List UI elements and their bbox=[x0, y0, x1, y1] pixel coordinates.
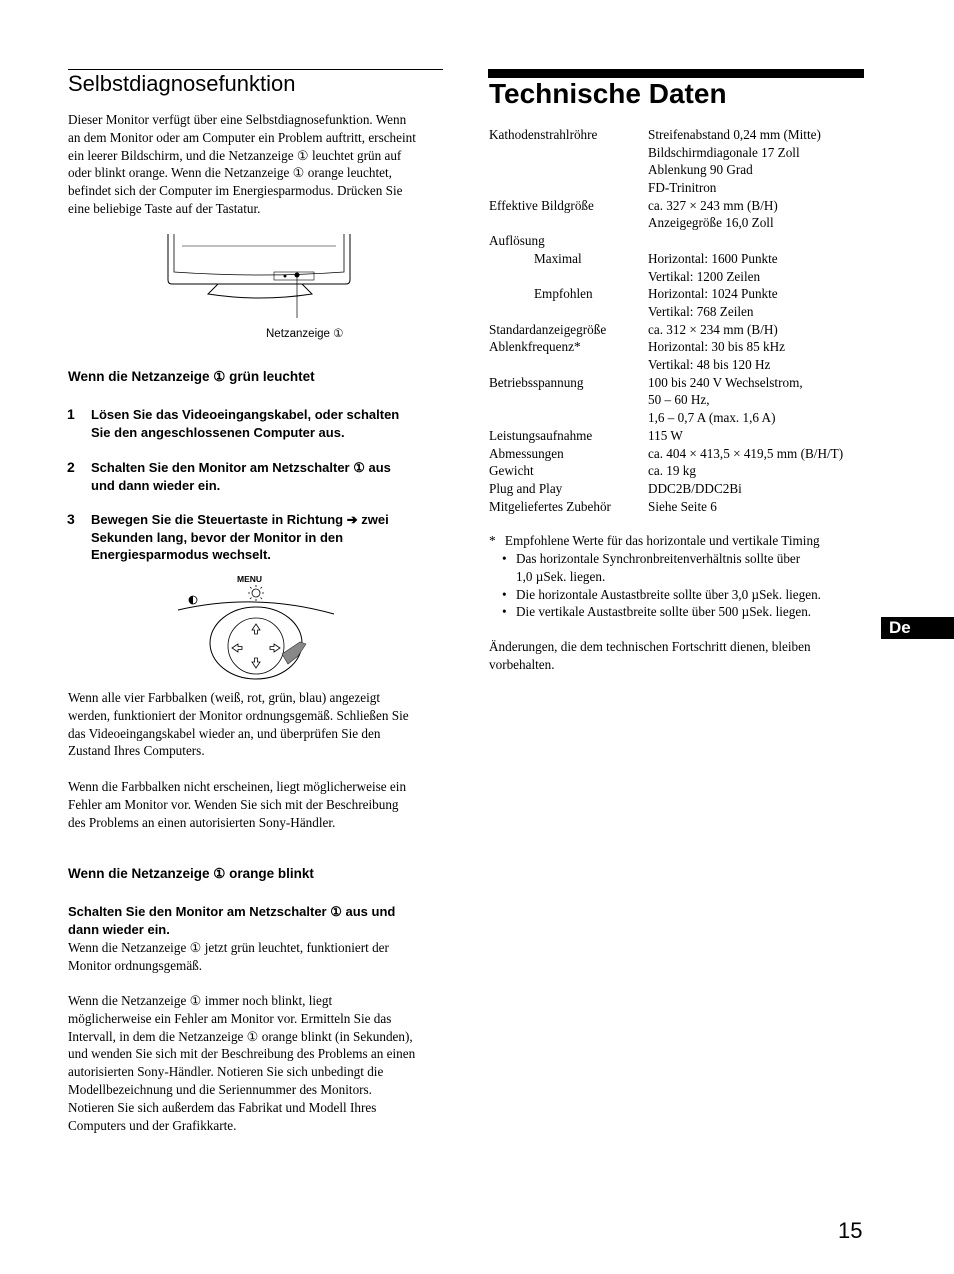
text-line: das Videoeingangskabel wieder an, und überprüfen Sie den bbox=[68, 725, 381, 741]
closing-note bbox=[489, 638, 869, 674]
spec-value: Horizontal: 30 bis 85 kHz bbox=[648, 339, 785, 355]
text-line: und wenden Sie sich mit der Beschreibung des Problems an einen bbox=[68, 1046, 416, 1062]
spec-label: Standardanzeigegröße bbox=[489, 321, 607, 337]
step-text bbox=[91, 406, 399, 441]
step-line: dann wieder ein. bbox=[68, 921, 170, 937]
text-line: des Problems an einen autorisierten Sony-Händler. bbox=[68, 814, 336, 830]
spec-table bbox=[489, 126, 869, 526]
control-button-illustration bbox=[176, 584, 336, 680]
text-line: Notieren Sie sich außerdem das Fabrikat und Modell Ihres bbox=[68, 1099, 377, 1115]
list-item: • Die horizontale Austastbreite sollte über 3,0 µSek. liegen. bbox=[502, 586, 862, 604]
text-line: Zustand Ihres Computers. bbox=[68, 743, 205, 759]
spec-label: Plug and Play bbox=[489, 481, 563, 496]
text-line: Fehler am Monitor vor. Wenden Sie sich mit der Beschreibung bbox=[68, 796, 399, 812]
bullet-list bbox=[502, 550, 862, 621]
footnote-text: Empfohlene Werte für das horizontale und vertikale Timing bbox=[504, 533, 820, 548]
text-line: möglicherweise ein Fehler am Monitor vor. Ermitteln Sie das bbox=[68, 1010, 392, 1026]
step-number: 2 bbox=[67, 459, 75, 475]
subheading-green: Wenn die Netzanzeige ① grün leuchtet bbox=[68, 369, 315, 384]
text-line: Änderungen, die dem technischen Fortschritt dienen, bleiben bbox=[489, 639, 811, 654]
footnote-marker: * bbox=[489, 533, 496, 548]
spec-label: Effektive Bildgröße bbox=[489, 197, 594, 213]
text-line: oder blinkt orange. Wenn die Netzanzeige ① orange leuchtet, bbox=[68, 165, 392, 181]
brightness-icon bbox=[248, 585, 264, 601]
step-line: Sie den angeschlossenen Computer aus. bbox=[91, 424, 345, 440]
spec-value: ca. 327 × 243 mm (B/H) bbox=[648, 197, 778, 213]
spec-value: Streifenabstand 0,24 mm (Mitte) bbox=[648, 127, 821, 142]
text-line: Monitor ordnungsgemäß. bbox=[68, 957, 203, 973]
text-line: Wenn die Farbbalken nicht erscheinen, liegt möglicherweise ein bbox=[68, 779, 407, 794]
spec-value: Horizontal: 1600 Punkte bbox=[648, 250, 778, 266]
text-line: Wenn die Netzanzeige ① immer noch blinkt, liegt bbox=[68, 993, 333, 1008]
text-line: Wenn die Netzanzeige ① jetzt grün leuchtet, funktioniert der bbox=[68, 940, 389, 955]
list-item: • Das horizontale Synchronbreitenverhältnis sollte über 1,0 µSek. liegen. bbox=[502, 550, 862, 586]
paragraph-colorbars-ok bbox=[68, 689, 448, 760]
section-rule bbox=[68, 69, 443, 70]
spec-value: ca. 312 × 234 mm (B/H) bbox=[648, 321, 778, 337]
text-line: Intervall, in dem die Netzanzeige ① orange blinkt (in Sekunden), bbox=[68, 1028, 413, 1044]
step-line: Lösen Sie das Videoeingangskabel, oder schalten bbox=[91, 407, 400, 422]
text-line: eine beliebige Taste auf der Tastatur. bbox=[68, 200, 261, 216]
section-title: Selbstdiagnosefunktion bbox=[68, 71, 296, 96]
spec-label: Gewicht bbox=[489, 463, 534, 479]
text-line: 1,0 µSek. liegen. bbox=[516, 568, 606, 584]
orange-instruction bbox=[68, 903, 448, 938]
spec-value: DDC2B/DDC2Bi bbox=[648, 481, 742, 496]
step-text bbox=[91, 459, 391, 494]
spec-value: Anzeigegröße 16,0 Zoll bbox=[648, 215, 774, 231]
footnote bbox=[489, 532, 869, 550]
contrast-icon bbox=[189, 596, 197, 604]
step-text bbox=[91, 511, 389, 564]
text-line: Die vertikale Austastbreite sollte über 500 µSek. liegen. bbox=[516, 604, 812, 620]
spec-value: Vertikal: 768 Zeilen bbox=[648, 303, 754, 319]
menu-label: MENU bbox=[237, 574, 263, 584]
spec-value: Bildschirmdiagonale 17 Zoll bbox=[648, 144, 800, 160]
text-line: Wenn alle vier Farbbalken (weiß, rot, grün, blau) angezeigt bbox=[68, 690, 381, 705]
text-line: Die horizontale Austastbreite sollte über 3,0 µSek. liegen. bbox=[516, 586, 821, 602]
paragraph-colorbars-fault bbox=[68, 778, 448, 831]
step-line: Sekunden lang, bevor der Monitor in den bbox=[91, 529, 344, 545]
language-tab: De bbox=[881, 617, 954, 639]
spec-label: Ablenkfrequenz* bbox=[489, 339, 581, 355]
text-line: Modellbezeichnung und die Seriennummer des Monitors. bbox=[68, 1081, 372, 1097]
list-item: • Die vertikale Austastbreite sollte über 500 µSek. liegen. bbox=[502, 603, 862, 621]
power-indicator-label: Netzanzeige ① bbox=[266, 328, 344, 340]
spec-value: ca. 404 × 413,5 × 419,5 mm (B/H/T) bbox=[648, 445, 844, 461]
intro-paragraph bbox=[68, 111, 448, 218]
spec-value: Vertikal: 48 bis 120 Hz bbox=[648, 357, 771, 373]
monitor-illustration bbox=[160, 232, 360, 322]
text-line: autorisierten Sony-Händler. Notieren Sie sich unbedingt die bbox=[68, 1064, 384, 1080]
spec-label: Auflösung bbox=[489, 233, 545, 249]
text-line: befindet sich der Computer im Energiesparmodus. Drücken Sie bbox=[68, 183, 403, 199]
spec-value: ca. 19 kg bbox=[648, 463, 696, 479]
step-line: Bewegen Sie die Steuertaste in Richtung ➔ zwei bbox=[91, 512, 389, 527]
spec-value: 1,6 – 0,7 A (max. 1,6 A) bbox=[648, 410, 776, 426]
step-number: 3 bbox=[67, 511, 75, 527]
spec-label: Leistungsaufnahme bbox=[489, 427, 593, 443]
spec-value: 100 bis 240 V Wechselstrom, bbox=[648, 374, 803, 390]
spec-value: FD-Trinitron bbox=[648, 180, 717, 196]
paragraph-orange-result bbox=[68, 939, 448, 975]
text-line: Computers und der Grafikkarte. bbox=[68, 1117, 237, 1133]
step-number: 1 bbox=[67, 406, 75, 422]
spec-label: Abmessungen bbox=[489, 445, 564, 461]
text-line: Dieser Monitor verfügt über eine Selbstdiagnosefunktion. Wenn bbox=[68, 112, 407, 127]
spec-value: Horizontal: 1024 Punkte bbox=[648, 286, 778, 302]
subheading-orange: Wenn die Netzanzeige ① orange blinkt bbox=[68, 866, 314, 881]
text-line: vorbehalten. bbox=[489, 656, 555, 672]
paragraph-orange-fault bbox=[68, 992, 448, 1134]
step-line: und dann wieder ein. bbox=[91, 477, 221, 493]
text-line: Das horizontale Synchronbreitenverhältnis sollte über bbox=[516, 551, 801, 566]
page-number: 15 bbox=[838, 1218, 863, 1243]
spec-value: Siehe Seite 6 bbox=[648, 498, 717, 514]
spec-label: Betriebsspannung bbox=[489, 374, 584, 390]
spec-value: Ablenkung 90 Grad bbox=[648, 162, 753, 178]
text-line: ein leerer Bildschirm, und die Netzanzeige ① leuchtet grün auf bbox=[68, 147, 402, 163]
section-title: Technische Daten bbox=[489, 78, 727, 109]
spec-value: 115 W bbox=[648, 427, 683, 443]
spec-label: Mitgeliefertes Zubehör bbox=[489, 498, 611, 514]
step-line: Schalten Sie den Monitor am Netzschalter ① aus und bbox=[68, 904, 396, 919]
spec-value: 50 – 60 Hz, bbox=[648, 392, 710, 408]
spec-value: Vertikal: 1200 Zeilen bbox=[648, 268, 761, 284]
section-bar bbox=[488, 69, 864, 78]
text-line: werden, funktioniert der Monitor ordnungsgemäß. Schließen Sie bbox=[68, 707, 409, 723]
step-line: Energiesparmodus wechselt. bbox=[91, 547, 271, 562]
spec-label: Kathodenstrahlröhre bbox=[489, 127, 598, 142]
step-line: Schalten Sie den Monitor am Netzschalter ① aus bbox=[91, 460, 391, 475]
spec-label: Maximal bbox=[534, 250, 582, 266]
text-line: an dem Monitor oder am Computer ein Problem auftritt, erscheint bbox=[68, 129, 416, 145]
spec-label: Empfohlen bbox=[534, 286, 593, 302]
